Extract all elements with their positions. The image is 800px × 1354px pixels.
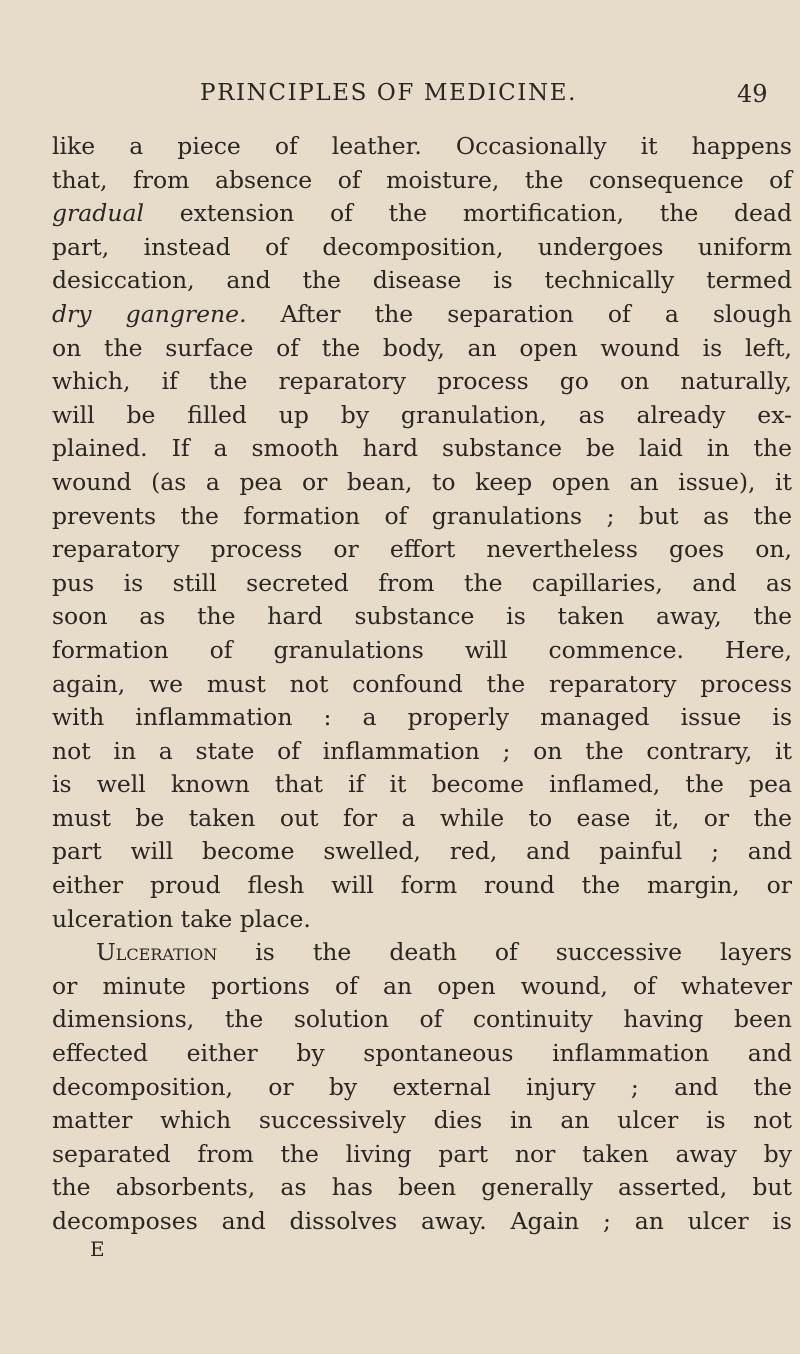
text-line: wound (as a pea or bean, to keep open an issue), it	[52, 467, 792, 496]
text-line: again, we must not confound the reparatory process	[52, 669, 792, 698]
text-line: either proud flesh will form round the margin, or	[52, 871, 792, 900]
text-line: decomposition, or by external injury ; and the	[52, 1072, 792, 1101]
text-line: dimensions, the solution of continuity having been	[52, 1005, 792, 1034]
text-line: matter which successively dies in an ulcer is not	[52, 1106, 792, 1135]
text-line: Ulceration is the death of successive layers	[96, 938, 792, 967]
body-text	[52, 130, 792, 1239]
text-line: is well known that if it become inflamed, the pea	[52, 770, 792, 799]
text-line: not in a state of inflammation ; on the contrary, it	[52, 736, 792, 765]
text-line: effected either by spontaneous inflammation and	[52, 1039, 792, 1068]
text-line: part will become swelled, red, and painful ; and	[52, 837, 792, 866]
text-line: or minute portions of an open wound, of whatever	[52, 971, 792, 1000]
term-ulceration: Ulceration	[96, 938, 218, 967]
text-line: will be filled up by granulation, as already ex-	[52, 400, 792, 429]
paragraph-end-line: ulceration take place.	[52, 904, 311, 933]
text-line: decomposes and dissolves away. Again ; an ulcer is	[52, 1207, 792, 1235]
text-line: separated from the living part nor taken away by	[52, 1139, 792, 1168]
text-line: dry gangrene. After the separation of a slough	[52, 299, 792, 328]
signature-mark: E	[90, 1237, 105, 1261]
text-line: gradual extension of the mortification, the dead	[52, 199, 792, 228]
text-line: pus is still secreted from the capillaries, and as	[52, 568, 792, 597]
text-line: must be taken out for a while to ease it, or the	[52, 803, 792, 832]
emphasis-gradual: gradual	[52, 199, 144, 228]
text-line: the absorbents, as has been generally asserted, but	[52, 1173, 792, 1202]
text-line: like a piece of leather. Occasionally it happens	[52, 132, 792, 160]
text-line: reparatory process or effort nevertheless goes on,	[52, 535, 792, 564]
text-line: that, from absence of moisture, the consequence of	[52, 165, 792, 194]
text-line: formation of granulations will commence. Here,	[52, 635, 792, 664]
emphasis-dry-gangrene: dry gangrene.	[52, 299, 247, 328]
text-line: part, instead of decomposition, undergoes uniform	[52, 232, 792, 261]
text-line: plained. If a smooth hard substance be laid in the	[52, 434, 792, 463]
page-number: 49	[737, 80, 768, 108]
text-line: soon as the hard substance is taken away, the	[52, 602, 792, 631]
text-line: on the surface of the body, an open wound is left,	[52, 333, 792, 362]
text-line: prevents the formation of granulations ; but as the	[52, 501, 792, 530]
text-line: desiccation, and the disease is technically termed	[52, 266, 792, 295]
text-line: with inflammation : a properly managed issue is	[52, 703, 792, 732]
text-line: which, if the reparatory process go on naturally,	[52, 367, 792, 396]
running-head: PRINCIPLES OF MEDICINE.	[200, 80, 577, 106]
